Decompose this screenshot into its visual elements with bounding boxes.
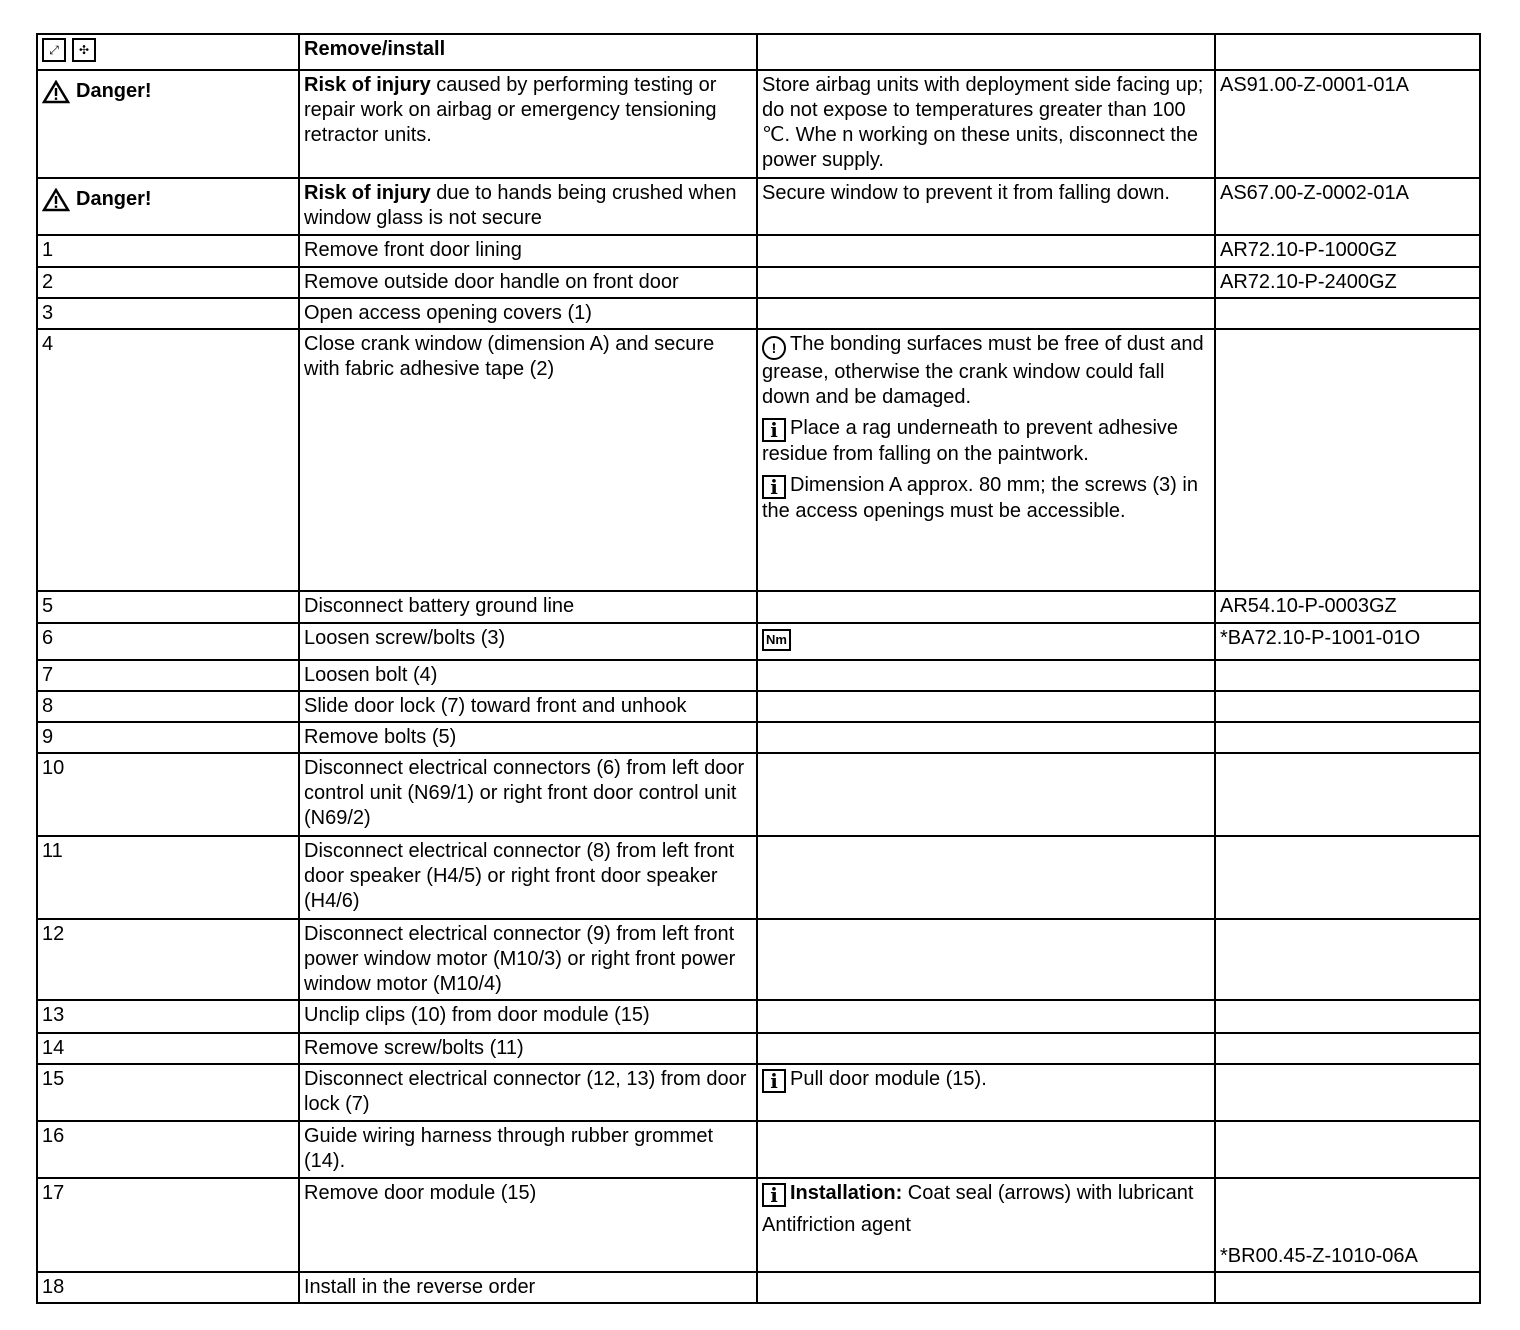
step-number: 8 [37,691,299,722]
step-number: 3 [37,298,299,329]
step-number: 10 [37,753,299,836]
step-action: Install in the reverse order [299,1272,757,1303]
note-text: Dimension A approx. 80 mm; the screws (3) in the access openings must be accessible. [762,474,1198,522]
step-number: 17 [37,1178,299,1272]
warning-triangle-icon [42,188,70,212]
step-number: 14 [37,1033,299,1064]
table-row [37,329,1480,591]
step-action: Disconnect electrical connectors (6) from left door control unit (N69/1) or right front door control unit (N69/2) [299,753,757,836]
step-action: Remove front door lining [299,235,757,267]
header-icons-cell [37,34,299,70]
table-row [37,1121,1480,1178]
reference-link[interactable]: AS91.00-Z-0001-01A [1215,70,1480,178]
note-text: Place a rag underneath to prevent adhesive residue from falling on the paintwork. [762,417,1179,465]
step-action: Remove outside door handle on front door [299,267,757,298]
table-row [37,267,1480,298]
table-row [37,298,1480,329]
note-text: The bonding surfaces must be free of dust and grease, otherwise the crank window could fall down and be damaged. [762,333,1204,408]
table-row [37,623,1480,660]
step-action: Close crank window (dimension A) and secure with fabric adhesive tape (2) [299,329,757,591]
info-icon: i [762,1183,786,1207]
step-action: Remove screw/bolts (11) [299,1033,757,1064]
note-cell: Secure window to prevent it from falling down. [757,178,1215,235]
attention-icon: ! [762,336,786,360]
header-row [37,34,1480,70]
reference-link[interactable]: AR72.10-P-1000GZ [1215,235,1480,267]
step-action: Open access opening covers (1) [299,298,757,329]
step-action: Disconnect electrical connector (12, 13) from door lock (7) [299,1064,757,1121]
step-number: 16 [37,1121,299,1178]
step-action: Disconnect electrical connector (9) from left front power window motor (M10/3) or right front power window motor (M10/4) [299,919,757,1000]
table-row [37,836,1480,919]
table-row [37,660,1480,691]
warning-triangle-icon [42,80,70,104]
reference-link[interactable]: *BA72.10-P-1001-01O [1215,623,1480,660]
table-row [37,1272,1480,1303]
risk-label: Risk of injury [304,182,431,204]
step-action: Slide door lock (7) toward front and unhook [299,691,757,722]
agent-text: Antifriction agent [762,1214,911,1236]
expand-icon: ⤢ [42,38,66,62]
reference-link[interactable]: AR54.10-P-0003GZ [1215,591,1480,623]
step-number: 12 [37,919,299,1000]
step-number: 15 [37,1064,299,1121]
table-row [37,753,1480,836]
installation-label: Installation: [790,1182,903,1204]
procedure-table [36,33,1481,1304]
step-action: Remove bolts (5) [299,722,757,753]
table-row [37,919,1480,1000]
info-icon: i [762,475,786,499]
step-action: Guide wiring harness through rubber grommet (14). [299,1121,757,1178]
risk-text: caused by performing testing or repair work on airbag or emergency tensioning retractor units. [304,74,717,146]
reference-link[interactable]: AS67.00-Z-0002-01A [1215,178,1480,235]
step-number: 5 [37,591,299,623]
table-row [37,722,1480,753]
step-action: Remove door module (15) [299,1178,757,1272]
note-cell: Store airbag units with deployment side facing up; do not expose to temperatures greater than 100 ℃. Whe n working on these units, disconnect the power supply. [757,70,1215,178]
header-title: Remove/install [299,34,757,70]
step-action: Unclip clips (10) from door module (15) [299,1000,757,1033]
danger-row [37,178,1480,235]
danger-row [37,70,1480,178]
risk-text: due to hands being crushed when window glass is not secure [304,182,737,229]
torque-icon[interactable]: Nm [762,629,791,651]
reference-link[interactable]: AR72.10-P-2400GZ [1215,267,1480,298]
info-icon: i [762,418,786,442]
step-number: 11 [37,836,299,919]
table-row [37,691,1480,722]
step-number: 2 [37,267,299,298]
step-action: Loosen bolt (4) [299,660,757,691]
step-number: 9 [37,722,299,753]
table-row [37,1178,1480,1272]
table-row [37,1000,1480,1033]
danger-label: Danger! [76,188,152,210]
step-number: 4 [37,329,299,591]
step-action: Loosen screw/bolts (3) [299,623,757,660]
table-row [37,1064,1480,1121]
step-number: 7 [37,660,299,691]
table-row [37,1033,1480,1064]
step-number: 18 [37,1272,299,1303]
danger-label: Danger! [76,80,152,102]
table-row [37,591,1480,623]
note-text: Pull door module (15). [790,1068,987,1090]
table-row [37,235,1480,267]
collapse-icon: ✣ [72,38,96,62]
step-number: 13 [37,1000,299,1033]
reference-link[interactable]: *BR00.45-Z-1010-06A [1215,1178,1480,1272]
step-action: Disconnect electrical connector (8) from left front door speaker (H4/5) or right front door speaker (H4/6) [299,836,757,919]
info-icon: i [762,1069,786,1093]
risk-label: Risk of injury [304,74,431,96]
note-text: Coat seal (arrows) with lubricant [902,1182,1194,1204]
step-number: 1 [37,235,299,267]
step-action: Disconnect battery ground line [299,591,757,623]
step-number: 6 [37,623,299,660]
